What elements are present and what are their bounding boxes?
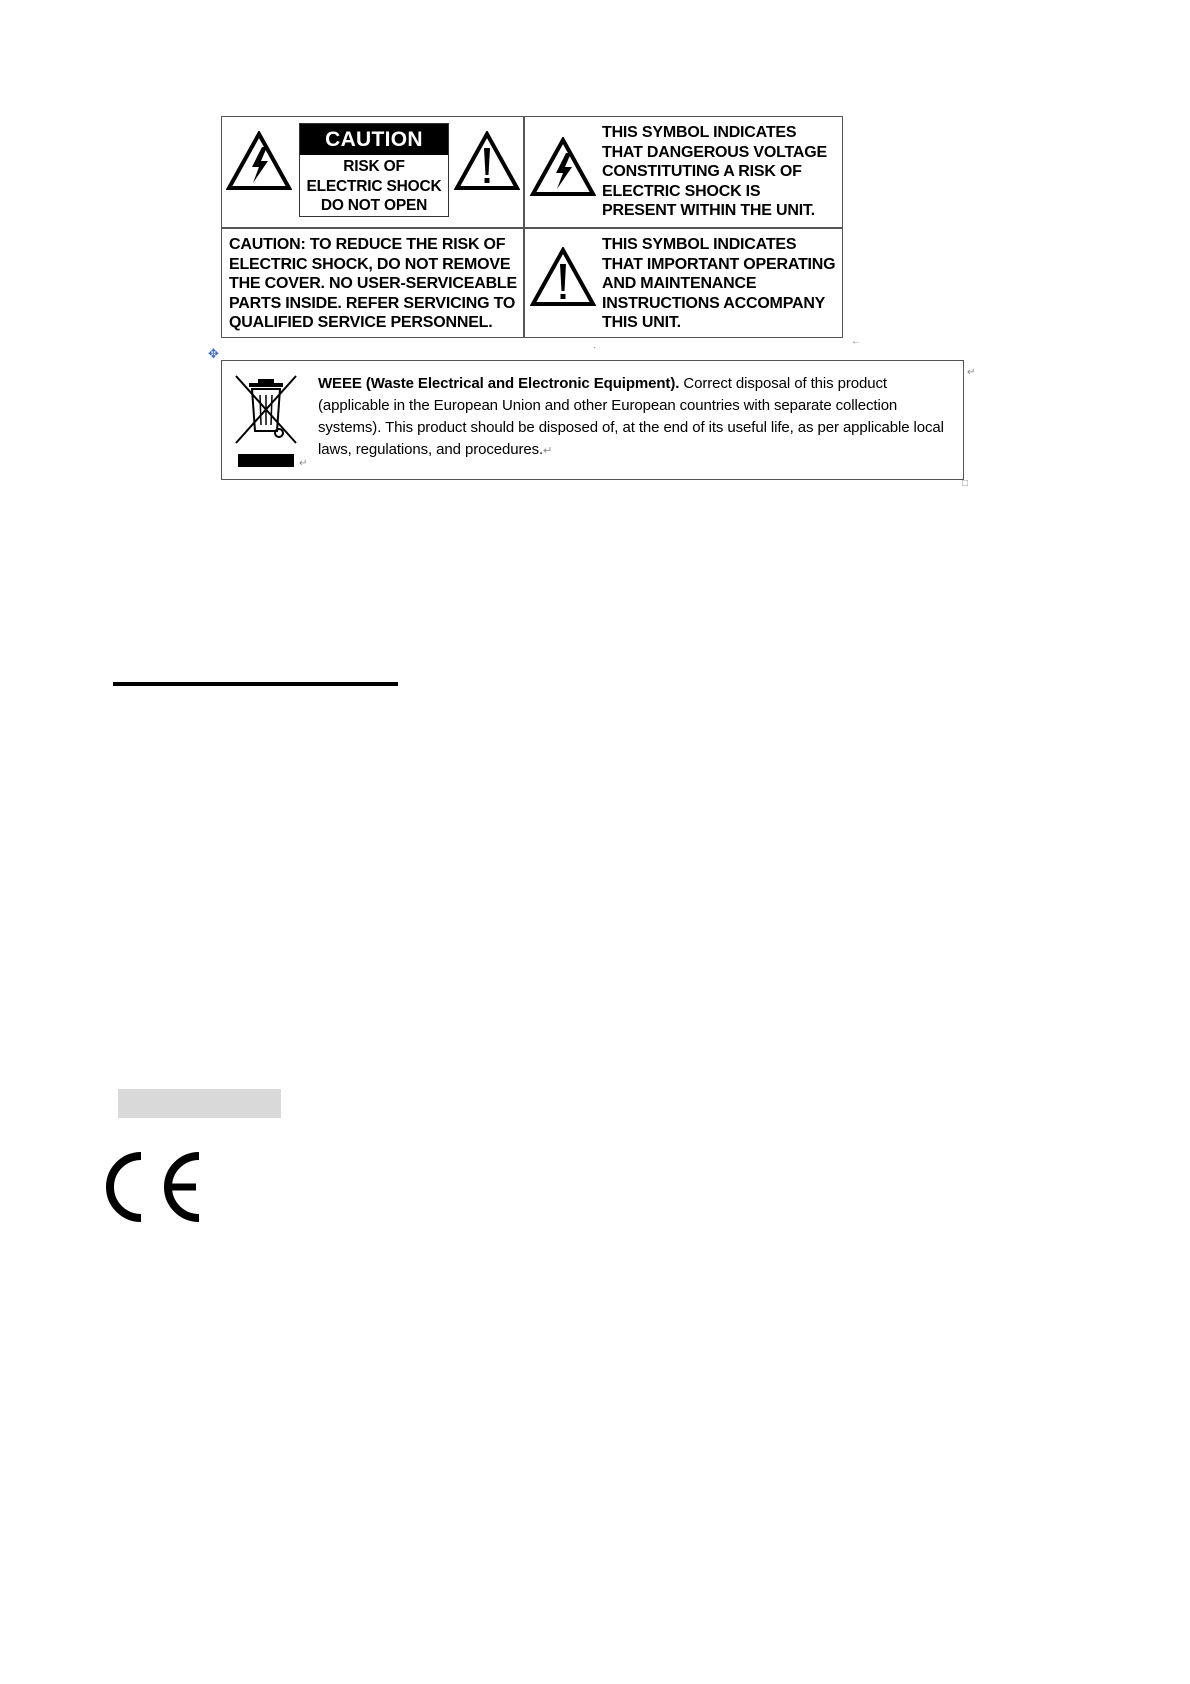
table-resize-handle-icon[interactable]: □	[962, 478, 969, 489]
text-line: CONSTITUTING A RISK OF	[602, 163, 802, 180]
text-line: PRESENT WITHIN THE UNIT.	[602, 202, 815, 219]
paragraph-mark: ↵	[299, 458, 308, 469]
weee-description	[318, 373, 948, 461]
weee-notice	[221, 360, 964, 480]
section-underline	[113, 682, 398, 686]
return-mark: ←	[851, 336, 861, 347]
dot-mark: ·	[593, 342, 597, 353]
table-move-handle-icon[interactable]: ✥	[208, 346, 219, 361]
text-line: THE COVER. NO USER-SERVICEABLE	[229, 275, 517, 292]
lightning-warning-icon	[530, 137, 596, 197]
text-line: THIS SYMBOL INDICATES	[602, 236, 797, 253]
text-line: CAUTION: TO REDUCE THE RISK OF	[229, 236, 506, 253]
weee-body: Correct disposal of this product (applicable in the European Union and other European countries with separate collection systems). This product should be disposed of, at the end of its useful life, as per applicable local laws, regulations, and procedures.	[318, 375, 944, 458]
caution-label	[299, 123, 449, 217]
text-line: THIS SYMBOL INDICATES	[602, 124, 797, 141]
text-line: PARTS INSIDE. REFER SERVICING TO	[229, 294, 516, 312]
voltage-symbol-description	[602, 123, 827, 221]
cover-warning-text	[229, 235, 517, 333]
text-line: THAT IMPORTANT OPERATING	[602, 255, 836, 273]
caution-label-line: ELECTRIC SHOCK	[306, 177, 442, 195]
weee-bar	[238, 454, 294, 467]
exclamation-warning-icon	[454, 131, 520, 191]
crossed-out-wheelie-bin-icon	[232, 373, 300, 447]
caution-table	[221, 116, 843, 338]
exclamation-warning-icon	[530, 247, 596, 307]
text-line: ELECTRIC SHOCK, DO NOT REMOVE	[229, 255, 511, 273]
text-line: QUALIFIED SERVICE PERSONNEL.	[229, 314, 493, 331]
text-line: INSTRUCTIONS ACCOMPANY	[602, 294, 826, 312]
caution-label-title: CAUTION	[300, 124, 448, 155]
operating-symbol-description	[602, 235, 835, 333]
text-line: ELECTRIC SHOCK IS	[602, 182, 761, 200]
text-line: THAT DANGEROUS VOLTAGE	[602, 143, 827, 161]
text-line: THIS UNIT.	[602, 314, 681, 331]
paragraph-mark: ↵	[967, 367, 976, 378]
ce-mark-icon	[104, 1150, 204, 1224]
caution-label-line: RISK OF	[343, 158, 405, 175]
caution-label-line: DO NOT OPEN	[320, 197, 428, 214]
highlighted-label-block	[118, 1089, 281, 1118]
text-line: AND MAINTENANCE	[602, 275, 757, 292]
paragraph-mark: ↵	[543, 445, 553, 457]
weee-title: WEEE (Waste Electrical and Electronic Equipment).	[318, 375, 680, 392]
table-divider-horizontal	[222, 227, 842, 229]
lightning-warning-icon	[226, 131, 292, 191]
